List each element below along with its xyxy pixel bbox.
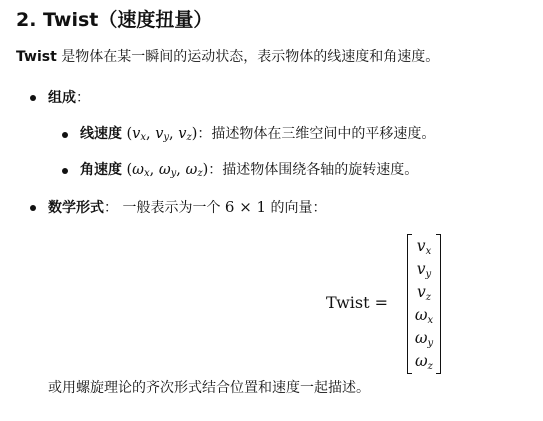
bullet-math-form-label: 数学形式 [48,200,104,216]
bullet-math-form [48,196,327,219]
angular-velocity-label: 角速度 [80,162,122,178]
bullet-math-form-text-after: 的向量： [266,200,327,216]
section-heading: 2. Twist（速度扭量） [16,9,213,31]
linear-velocity-math: ($v_x$, $v_y$, $v_z$) [126,126,198,143]
intro-paragraph [16,46,439,68]
subitem-linear-velocity [80,123,435,149]
vector-entry: $\omega_y$ [414,329,434,349]
subitem-angular-velocity [80,159,418,185]
linear-velocity-label: 线速度 [80,126,122,142]
angular-velocity-desc: ：描述物体围绕各轴的旋转速度。 [208,162,419,178]
bullet-marker [30,205,36,211]
linear-velocity-desc: ：描述物体在三维空间中的平移速度。 [197,126,436,142]
bullet-math-form-suffix: ： [104,200,118,216]
left-bracket [407,234,412,374]
angular-velocity-math: ($\omega_x$, $\omega_y$, $\omega_z$) [126,162,209,179]
subbullet-marker [62,168,68,174]
closing-paragraph: 或用螺旋理论的齐次形式结合位置和速度一起描述。 [48,380,370,396]
vector-entry: $v_z$ [416,283,432,303]
bullet-composition-label: 组成 [48,90,76,106]
equation-lhs: Twist = [326,293,389,312]
subbullet-marker [62,132,68,138]
bullet-math-form-text-before: 一般表示为一个 [118,200,225,216]
vector-entry: $\omega_x$ [414,306,434,326]
vector-entry: $v_y$ [416,260,432,280]
right-bracket [436,234,441,374]
vector-entry: $\omega_z$ [415,352,433,372]
vector-dimensions: 6 × 1 [224,198,267,216]
bullet-marker [30,95,36,101]
bullet-composition-suffix: ： [76,90,90,106]
bullet-composition [48,87,90,109]
vector-entry: $v_x$ [416,237,432,257]
intro-term: Twist [16,49,57,65]
intro-text: 是物体在某一瞬间的运动状态，表示物体的线速度和角速度。 [56,49,440,65]
